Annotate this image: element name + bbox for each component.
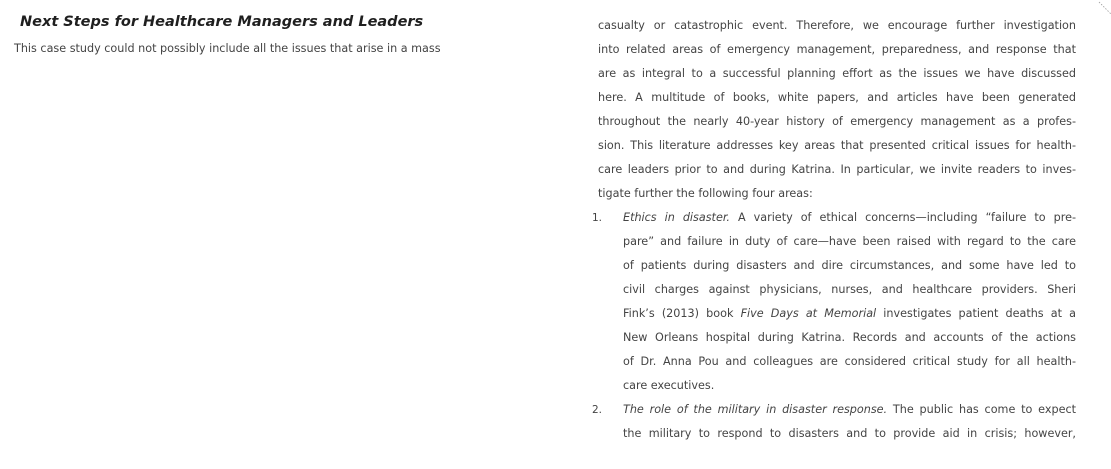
list-item-title: The role of the military in disaster response. (623, 403, 888, 416)
list-line-text: Fink’s (2013) book (623, 307, 741, 320)
list-item-body (623, 400, 1076, 448)
list-line: of patients during disasters and dire circumstances, and some have led to (623, 259, 1076, 272)
section-heading: Next Steps for Healthcare Managers and Leaders (20, 14, 424, 30)
list-line (623, 400, 1076, 424)
list-line-text: A variety of ethical concerns—including “failure to pre- (729, 211, 1076, 224)
list-line: civil charges against physicians, nurses, and healthcare providers. Sheri (623, 283, 1076, 296)
body-line: casualty or catastrophic event. Therefore, we encourage further investigation (598, 19, 1076, 32)
list-item-body (623, 208, 1076, 400)
list-line: pare” and failure in duty of care—have been raised with regard to the care (623, 235, 1076, 248)
body-line: throughout the nearly 40-year history of emergency management as a profes- (598, 115, 1076, 128)
list-line (623, 304, 1076, 328)
list-line: New Orleans hospital during Katrina. Records and accounts of the actions (623, 331, 1076, 344)
body-line: tigate further the following four areas: (598, 187, 813, 200)
list-line: of Dr. Anna Pou and colleagues are considered critical study for all health- (623, 355, 1076, 368)
list-line-text: The public has come to expect (887, 403, 1077, 416)
book-title: Five Days at Memorial (740, 307, 877, 320)
body-line: here. A multitude of books, white papers, and articles have been generated (598, 91, 1076, 104)
corner-resize-icon (1097, 0, 1111, 14)
body-line: care leaders prior to and during Katrina. In particular, we invite readers to inves- (598, 163, 1076, 176)
list-line: the military to respond to disasters and to provide aid in crisis; however, (623, 427, 1076, 440)
body-line: sion. This literature addresses key areas that presented critical issues for health- (598, 139, 1076, 152)
list-line-text: investigates patient deaths at a (876, 307, 1077, 320)
left-column-text: This case study could not possibly include all the issues that arise in a mass (14, 42, 441, 55)
list-number: 1. (592, 212, 603, 224)
list-item-ethics (592, 208, 1076, 400)
list-line: care executives. (623, 379, 715, 392)
list-item-title: Ethics in disaster. (623, 211, 730, 224)
body-line: are as integral to a successful planning effort as the issues we have discussed (598, 67, 1076, 80)
list-item-military (592, 400, 1076, 448)
body-line: into related areas of emergency management, preparedness, and response that (598, 43, 1076, 56)
list-number: 2. (592, 404, 603, 416)
list-line (623, 208, 1076, 232)
right-column (592, 16, 1077, 448)
